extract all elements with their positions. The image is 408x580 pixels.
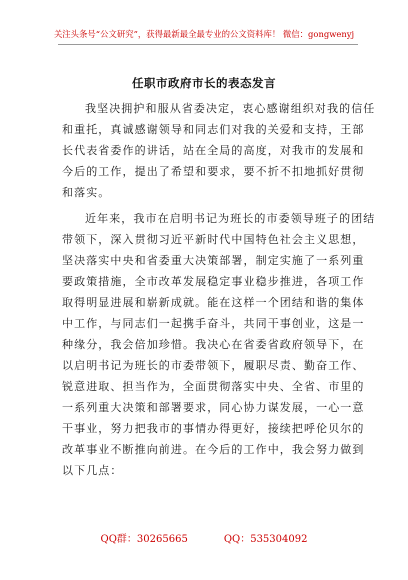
paragraph-line: 要政策措施，全市改革发展稳定事业稳步推进，各项工作 [62,275,365,288]
paragraph-line: 近年来，我市在启明书记为班长的市委领导班子的团结 [85,212,376,225]
footer-contact [0,533,408,547]
paragraph-line: 一系列重大决策和部署要求，同心协力谋发展，一心一意 [62,401,365,414]
header-divider [58,44,358,45]
footer-qq: QQ：535304092 [223,534,308,545]
footer-qq-group: QQ群：30265665 [100,534,188,545]
paragraph-line: 干事业，努力把我市的事情办得更好，接续把呼伦贝尔的 [62,422,365,435]
paragraph-line: 种缘分，我会倍加珍惜。我决心在省委省政府领导下，在 [62,338,365,351]
header-promo-note: 关注头条号“公文研究”，获得最新最全最专业的公文资料库！ 微信：gongwenyj [53,29,355,39]
paragraph [62,208,376,481]
paragraph-line: 坚决落实中央和省委重大决策部署，制定实施了一系列重 [62,254,365,267]
paragraph-line: 以下几点： [62,464,123,477]
paragraph-line: 和重托，真诚感谢领导和同志们对我的关爱和支持，王部 [62,123,365,136]
paragraph-line: 以启明书记为班长的市委带领下，履职尽责、勤奋工作、 [62,359,365,372]
paragraph-line: 中工作，与同志们一起携手奋斗，共同干事创业，这是一 [62,317,365,330]
paragraph-line: 长代表省委作的讲话，站在全局的高度，对我市的发展和 [62,144,365,157]
paragraph [62,98,376,203]
paragraph-line: 和落实。 [62,186,111,199]
paragraph-line: 今后的工作，提出了希望和要求，要不折不扣地抓好贯彻 [62,165,365,178]
paragraph-line: 取得明显进展和崭新成就。能在这样一个团结和谐的集体 [62,296,365,309]
document-title: 任职市政府市长的表态发言 [132,76,276,90]
paragraph-line: 我坚决拥护和服从省委决定，衷心感谢组织对我的信任 [85,102,376,115]
paragraph-line: 改革事业不断推向前进。在今后的工作中，我会努力做到 [62,443,365,456]
paragraph-line: 带领下，深入贯彻习近平新时代中国特色社会主义思想， [62,233,365,246]
paragraph-line: 锐意进取、担当作为，全面贯彻落实中央、全省、市里的 [62,380,365,393]
